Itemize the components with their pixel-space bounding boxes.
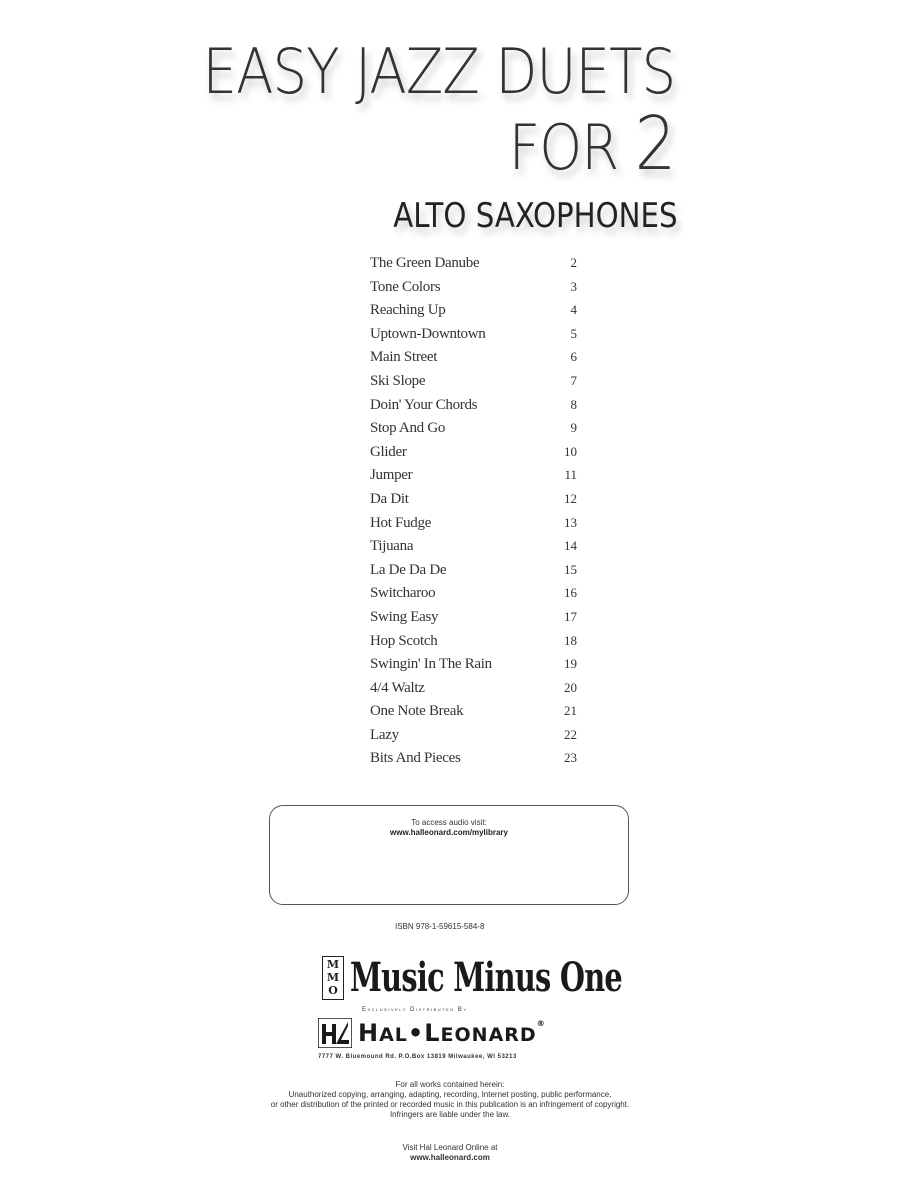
- visit-url[interactable]: www.halleonard.com: [410, 1153, 490, 1162]
- hal-letter: H: [358, 1019, 380, 1047]
- toc-page-number: 14: [564, 538, 577, 554]
- toc-page-number: 13: [564, 514, 577, 530]
- visit-label: Visit Hal Leonard Online at: [402, 1143, 498, 1152]
- toc-title: Da Dit: [370, 490, 409, 507]
- toc-title: Doin' Your Chords: [370, 396, 478, 413]
- mmo-mark-letter: O: [328, 984, 338, 997]
- toc-title: Glider: [370, 443, 407, 460]
- toc-title: Swingin' In The Rain: [370, 656, 492, 673]
- toc-page-number: 16: [564, 585, 577, 601]
- toc-title: Uptown-Downtown: [370, 325, 486, 342]
- hal-dot: •: [407, 1019, 425, 1047]
- toc-title: One Note Break: [370, 703, 464, 720]
- legal-notice: [230, 1080, 670, 1120]
- toc-page-number: 12: [564, 490, 577, 506]
- mmo-mark: [322, 956, 344, 1000]
- toc-page-number: 4: [570, 302, 577, 318]
- toc-title: Switcharoo: [370, 585, 436, 602]
- toc-row: [370, 515, 580, 539]
- book-title-line-2: [508, 101, 675, 187]
- toc-row: [370, 538, 580, 562]
- toc-title: Swing Easy: [370, 608, 439, 625]
- toc-page-number: 6: [570, 349, 577, 365]
- isbn: ISBN 978-1-59615-584-8: [395, 922, 485, 931]
- toc-page-number: 22: [564, 726, 577, 742]
- mmo-name: Music Minus One: [350, 954, 623, 1001]
- audio-access-label: To access audio visit:: [411, 818, 487, 827]
- toc-page-number: 11: [564, 467, 577, 483]
- toc-title: The Green Danube: [370, 255, 480, 271]
- mmo-mark-letter: M: [326, 971, 340, 984]
- book-subtitle: ALTO SAXOPHONES: [393, 196, 678, 236]
- toc-page-number: 10: [564, 443, 577, 459]
- visit-online: [330, 1143, 570, 1163]
- toc-title: Hop Scotch: [370, 632, 438, 649]
- toc-page-number: 20: [564, 679, 577, 695]
- toc-row: [370, 255, 580, 279]
- toc-row: [370, 349, 580, 373]
- mmo-mark-letter: M: [326, 958, 340, 971]
- book-title-number: 2: [634, 101, 675, 187]
- toc-row: [370, 467, 580, 491]
- toc-row: [370, 373, 580, 397]
- distributed-by-label: Exclusively Distributed By: [362, 1007, 468, 1013]
- toc-row: [370, 326, 580, 350]
- toc-title: Jumper: [370, 467, 413, 484]
- legal-line: For all works contained herein:: [395, 1080, 505, 1089]
- toc-page-number: 23: [564, 750, 577, 766]
- toc-page-number: 2: [570, 255, 577, 270]
- hal-letters: AL: [379, 1024, 408, 1046]
- audio-access-url[interactable]: www.halleonard.com/mylibrary: [390, 828, 508, 837]
- toc-title: Tone Colors: [370, 278, 441, 295]
- leonard-letter: L: [424, 1019, 441, 1047]
- toc-row: [370, 420, 580, 444]
- hal-leonard-logo: [318, 1018, 546, 1048]
- toc-page-number: 9: [570, 420, 577, 436]
- legal-line: or other distribution of the printed or recorded music in this publication is an infringement of copyright.: [270, 1100, 630, 1109]
- toc-page-number: 15: [564, 561, 577, 577]
- toc-page-number: 21: [564, 703, 577, 719]
- legal-line: Infringers are liable under the law.: [389, 1110, 511, 1119]
- toc-page-number: 7: [570, 372, 577, 388]
- toc-title: Main Street: [370, 349, 438, 366]
- toc-title: Stop And Go: [370, 420, 446, 437]
- toc-row: [370, 750, 580, 774]
- publisher-address: 7777 W. Bluemound Rd. P.O.Box 13819 Milwaukee, WI 53213: [318, 1054, 517, 1060]
- toc-row: [370, 491, 580, 515]
- registered-mark: ®: [536, 1019, 546, 1028]
- toc-title: Ski Slope: [370, 372, 426, 389]
- audio-access-box: [269, 805, 629, 905]
- book-title-prefix: FOR: [508, 111, 635, 184]
- music-minus-one-logo: [322, 955, 728, 1001]
- hal-leonard-mark-icon: [318, 1018, 352, 1048]
- toc-row: [370, 302, 580, 326]
- toc-page-number: 8: [570, 396, 577, 412]
- hal-leonard-wordmark: [358, 1019, 546, 1047]
- toc-row: [370, 609, 580, 633]
- toc-title: Tijuana: [370, 538, 414, 555]
- toc-title: Bits And Pieces: [370, 750, 461, 767]
- toc-title: Reaching Up: [370, 302, 446, 319]
- table-of-contents: [370, 255, 580, 774]
- toc-row: [370, 633, 580, 657]
- toc-page-number: 19: [564, 656, 577, 672]
- toc-title: Hot Fudge: [370, 514, 432, 531]
- toc-row: [370, 444, 580, 468]
- toc-title: 4/4 Waltz: [370, 679, 425, 696]
- toc-row: [370, 279, 580, 303]
- toc-page-number: 17: [564, 608, 577, 624]
- toc-row: [370, 562, 580, 586]
- toc-row: [370, 703, 580, 727]
- book-title-line-1: EASY JAZZ DUETS: [202, 35, 675, 108]
- toc-page-number: 3: [570, 278, 577, 294]
- toc-row: [370, 585, 580, 609]
- toc-row: [370, 397, 580, 421]
- toc-row: [370, 727, 580, 751]
- toc-title: Lazy: [370, 726, 399, 743]
- toc-row: [370, 680, 580, 704]
- legal-line: Unauthorized copying, arranging, adapting, recording, Internet posting, public performance,: [288, 1090, 612, 1099]
- toc-title: La De Da De: [370, 561, 447, 578]
- toc-page-number: 18: [564, 632, 577, 648]
- leonard-letters: EONARD: [440, 1024, 537, 1046]
- toc-page-number: 5: [570, 325, 577, 341]
- toc-row: [370, 656, 580, 680]
